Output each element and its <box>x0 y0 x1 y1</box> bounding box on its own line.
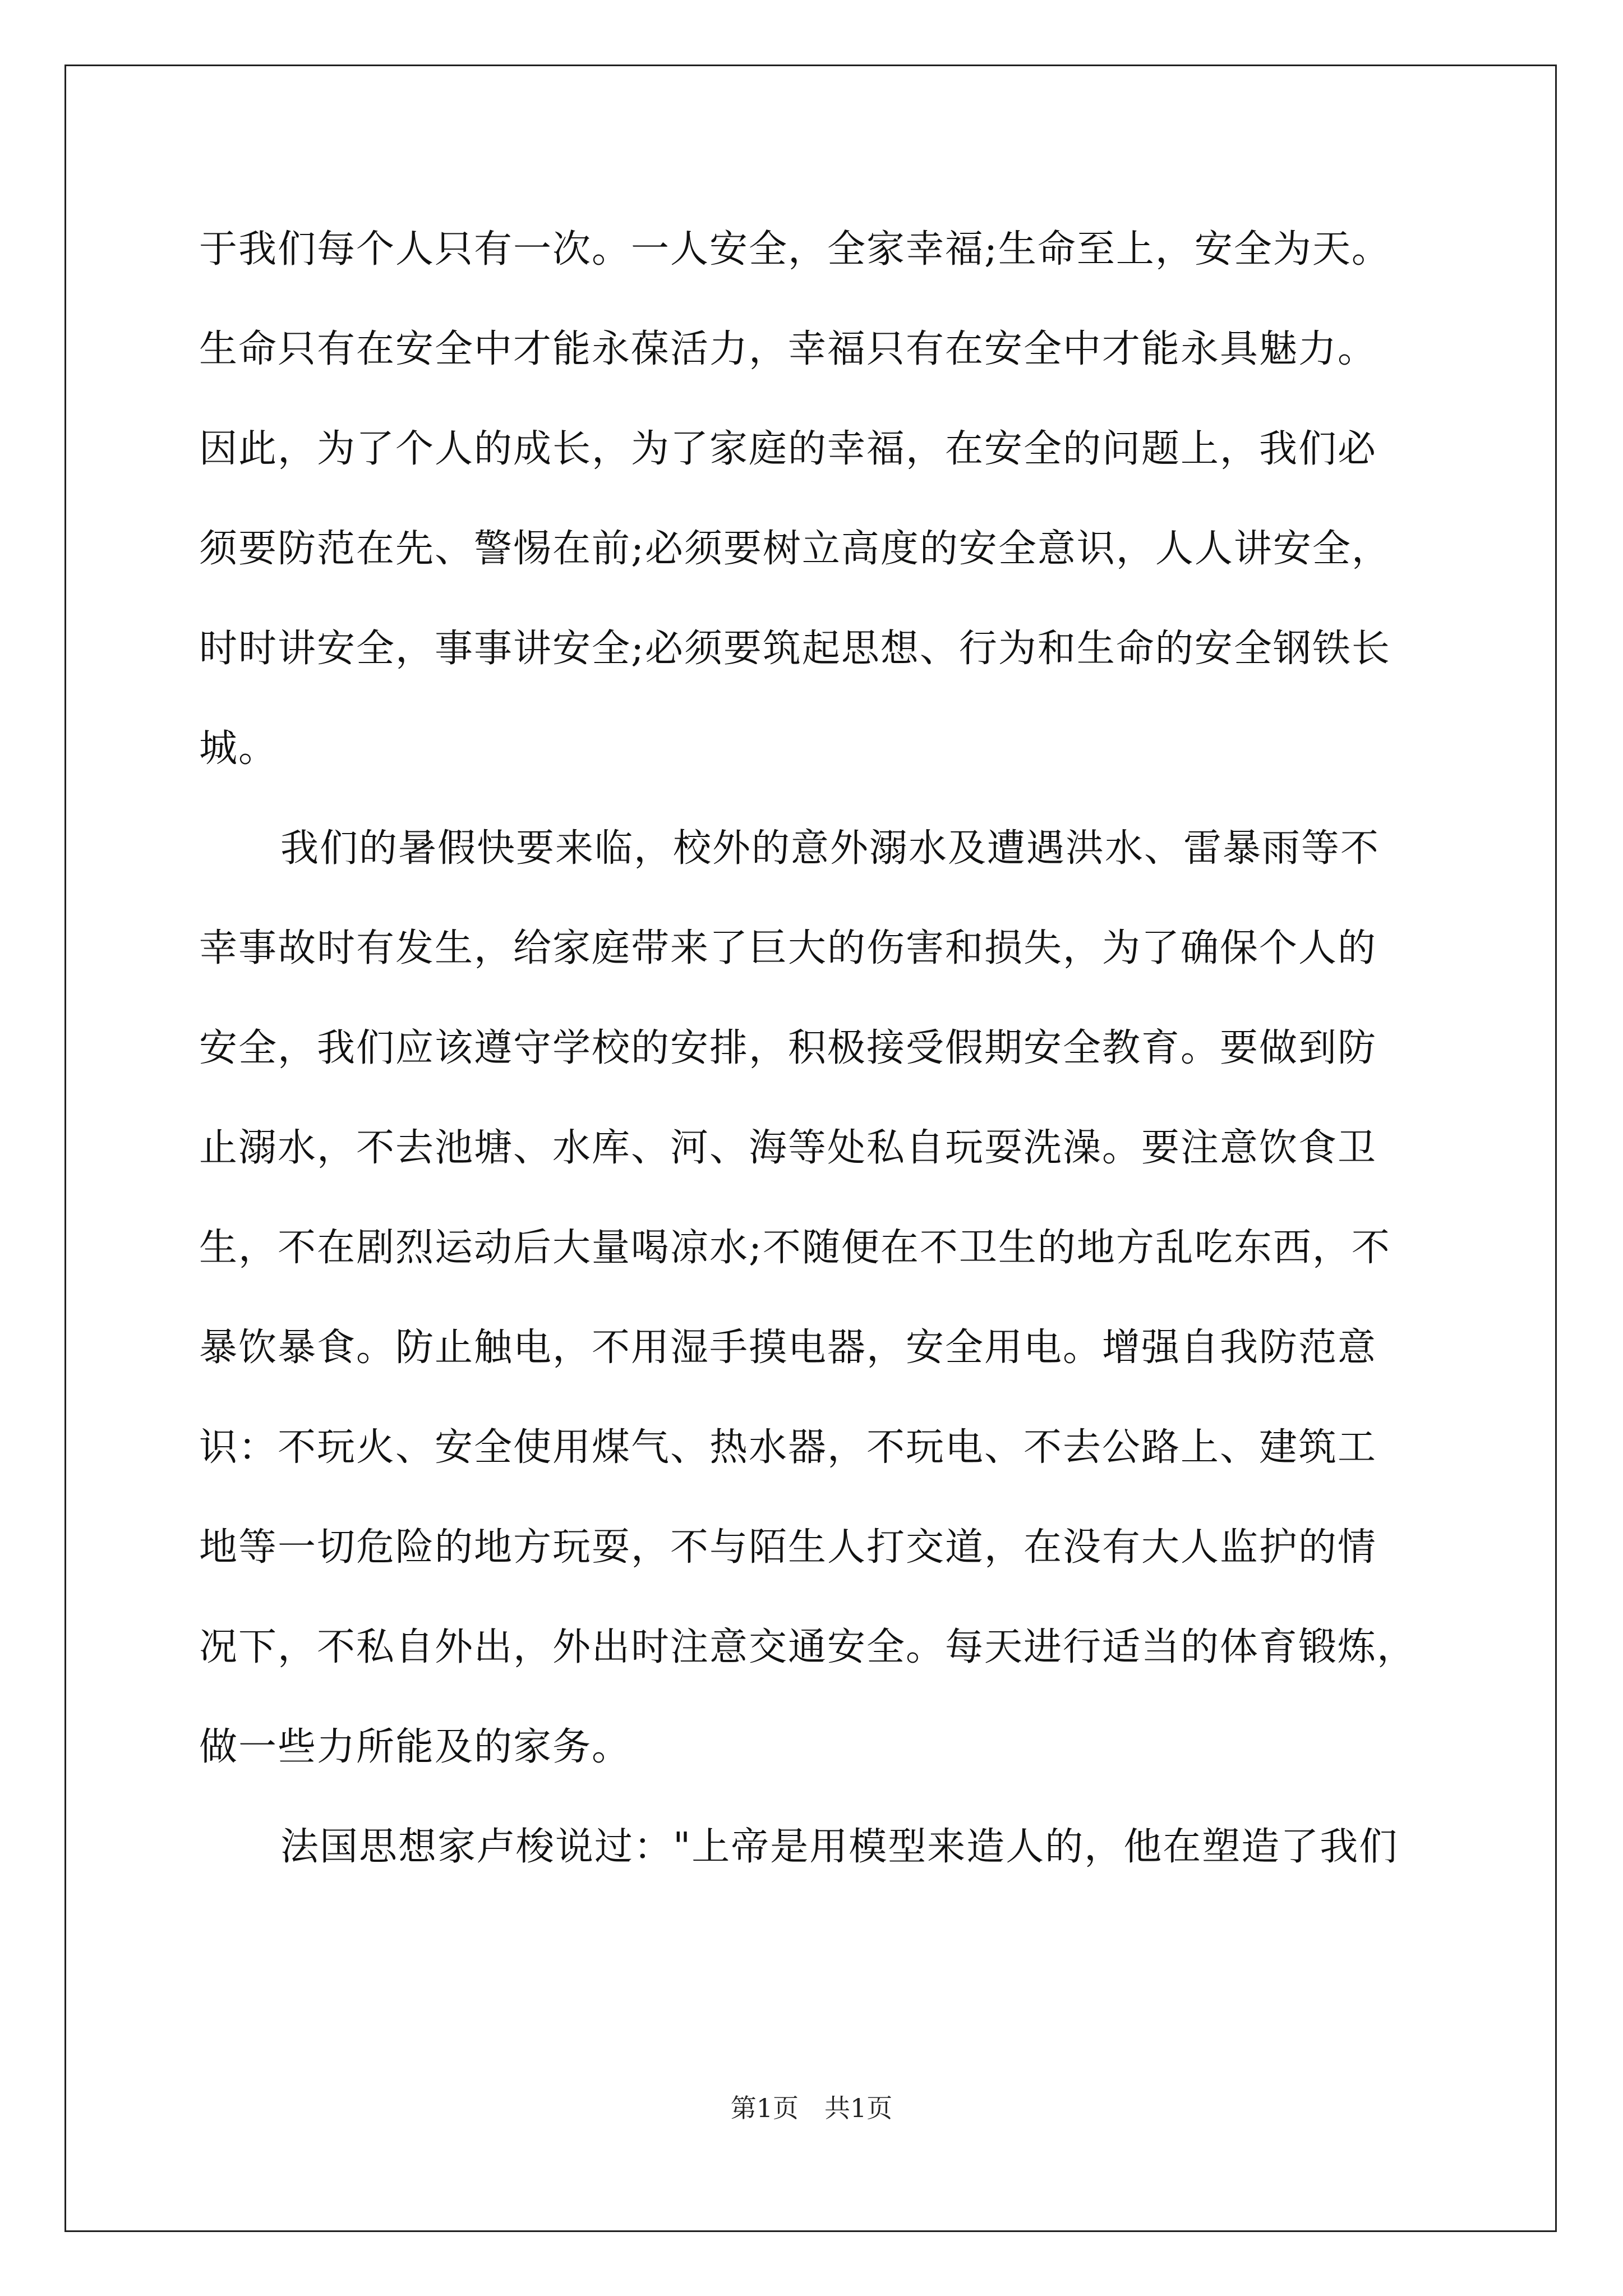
text-line: 城。 <box>199 726 278 771</box>
text-line: 地等一切危险的地方玩耍，不与陌生人打交道，在没有大人监护的情 <box>199 1525 1377 1570</box>
paragraph-first-line: 法国思想家卢梭说过："上帝是用模型来造人的，他在塑造了我们 <box>280 1825 1399 1869</box>
text-line: 止溺水，不去池塘、水库、河、海等处私自玩耍洗澡。要注意饮食卫 <box>199 1126 1377 1170</box>
text-line: 时时讲安全，事事讲安全;必须要筑起思想、行为和生命的安全钢铁长 <box>199 627 1391 671</box>
text-line: 生，不在剧烈运动后大量喝凉水;不随便在不卫生的地方乱吃东西，不 <box>199 1226 1391 1270</box>
text-line: 于我们每个人只有一次。一人安全，全家幸福;生命至上，安全为天。 <box>199 227 1391 272</box>
text-line: 生命只有在安全中才能永葆活力，幸福只有在安全中才能永具魅力。 <box>199 327 1377 371</box>
text-line: 况下，不私自外出，外出时注意交通安全。每天进行适当的体育锻炼， <box>199 1625 1417 1669</box>
text-line: 做一些力所能及的家务。 <box>199 1725 631 1769</box>
text-line: 须要防范在先、警惕在前;必须要树立高度的安全意识，人人讲安全， <box>199 527 1391 571</box>
text-line: 安全，我们应该遵守学校的安排，积极接受假期安全教育。要做到防 <box>199 1026 1377 1070</box>
paragraph-first-line: 我们的暑假快要来临，校外的意外溺水及遭遇洪水、雷暴雨等不 <box>280 826 1380 871</box>
page-footer <box>0 2091 1623 2125</box>
page-total: 共1页 <box>824 2093 893 2123</box>
text-line: 识：不玩火、安全使用煤气、热水器，不玩电、不去公路上、建筑工 <box>199 1425 1377 1470</box>
text-line: 因此，为了个人的成长，为了家庭的幸福，在安全的问题上，我们必 <box>199 427 1377 471</box>
text-line: 幸事故时有发生，给家庭带来了巨大的伤害和损失，为了确保个人的 <box>199 926 1377 970</box>
text-line: 暴饮暴食。防止触电，不用湿手摸电器，安全用电。增强自我防范意 <box>199 1326 1377 1370</box>
page-number: 第1页 <box>730 2093 799 2123</box>
